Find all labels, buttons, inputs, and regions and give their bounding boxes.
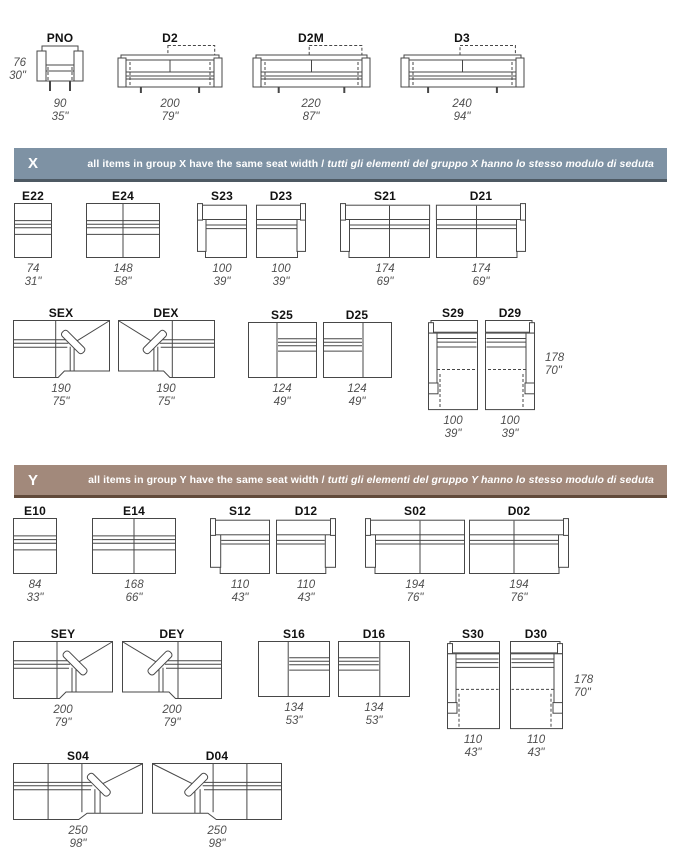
dim-cm: 200: [53, 704, 73, 716]
module-dimensions: [124, 579, 143, 605]
module-code: D2M: [298, 31, 324, 45]
module-cell-DEX: [101, 302, 231, 409]
module-code: S16: [283, 627, 305, 641]
module-cell-S04: [13, 745, 143, 851]
dim-in: 94": [453, 111, 471, 123]
module-code: D25: [345, 308, 369, 322]
dim-cm: 220: [301, 98, 321, 110]
dim-in: 39": [213, 276, 231, 288]
dim-in: 43": [527, 747, 545, 759]
module-diagram-corner-left: [118, 320, 215, 378]
dim-cm: 134: [364, 702, 384, 714]
module-dimensions: [25, 263, 42, 289]
depth-in: 70": [574, 687, 591, 699]
module-code: DEX: [153, 306, 179, 320]
module-code: D21: [469, 189, 493, 203]
dim-cm: 100: [443, 415, 463, 427]
module-dimensions: [113, 263, 132, 289]
module-dimensions: [301, 98, 320, 124]
depth-cm: 178: [574, 674, 594, 686]
dim-cm: 110: [296, 579, 316, 591]
dim-in: 49": [348, 396, 366, 408]
dim-in: 43": [464, 747, 482, 759]
module-code: S21: [374, 189, 396, 203]
module-code: E10: [24, 504, 46, 518]
module-code: S30: [462, 627, 484, 641]
module-code: SEX: [48, 306, 74, 320]
group-x-letter: X: [28, 155, 39, 172]
dim-cm: 100: [212, 263, 232, 275]
module-dimensions: [68, 825, 87, 851]
dim-in: 75": [157, 396, 175, 408]
module-code: D29: [498, 306, 522, 320]
module-code: E24: [112, 189, 134, 203]
dim-in: 87": [302, 111, 320, 123]
module-code: S29: [442, 306, 464, 320]
dim-cm: 90: [53, 98, 67, 110]
group-y-caption: [88, 474, 667, 486]
dim-cm: 200: [162, 704, 182, 716]
module-diagram-element-single: [14, 203, 52, 258]
dim-in: 79": [54, 717, 72, 729]
module-dimensions: [405, 579, 424, 605]
module-diagram-open-left: [323, 322, 392, 378]
module-code: PNO: [46, 31, 74, 45]
dim-in: 31": [24, 276, 42, 288]
module-dimensions: [471, 263, 490, 289]
dim-cm: 100: [271, 263, 291, 275]
dim-cm: 250: [68, 825, 88, 837]
module-dimensions: [364, 702, 383, 728]
module-dimensions: [51, 383, 70, 409]
dim-in: 76": [510, 592, 528, 604]
module-cell-D2: [105, 27, 235, 124]
module-dimensions: [53, 704, 72, 730]
module-dimensions: [509, 579, 528, 605]
group-y-letter: Y: [28, 471, 39, 489]
group-y-caption-en: all items in group Y have the same seat width /: [88, 474, 325, 486]
dim-in: 98": [208, 838, 226, 850]
module-dimensions: [375, 263, 394, 289]
group-x-banner: [14, 148, 667, 182]
module-cell-D2M: [246, 27, 376, 124]
module-code: D3: [454, 31, 470, 45]
dim-cm: 190: [51, 383, 71, 395]
dim-cm: 110: [526, 734, 546, 746]
dim-in: 58": [114, 276, 132, 288]
dim-in: 79": [163, 717, 181, 729]
dim-in: 43": [231, 592, 249, 604]
group-y-banner: [14, 465, 667, 498]
module-dimensions: [27, 579, 44, 605]
dim-cm: 100: [500, 415, 520, 427]
dim-cm: 190: [156, 383, 176, 395]
module-diagram-arm-right-double: [469, 518, 569, 574]
dim-cm: 240: [452, 98, 472, 110]
dim-cm: 124: [272, 383, 292, 395]
module-code: S12: [229, 504, 251, 518]
dim-cm: 134: [284, 702, 304, 714]
module-diagram-element-double: [92, 518, 176, 574]
dim-cm: 74: [26, 263, 40, 275]
dim-in: 39": [272, 276, 290, 288]
module-code: D12: [294, 504, 318, 518]
module-code: D16: [362, 627, 386, 641]
module-diagram-arm-right-single: [276, 518, 336, 574]
module-dimensions: [272, 383, 291, 409]
dim-cm: 168: [124, 579, 144, 591]
height-in: 30": [9, 70, 26, 82]
depth-cm: 178: [545, 352, 565, 364]
module-cell-D21: [416, 185, 546, 289]
module-diagram-chaise-right: [485, 320, 535, 410]
height-cm: 76: [13, 57, 26, 69]
dim-cm: 148: [113, 263, 133, 275]
module-diagram-chaise-right: [510, 641, 563, 729]
module-diagram-armchair-front: [37, 45, 83, 93]
module-dimensions: [207, 825, 226, 851]
module-cell-D29: [445, 302, 575, 441]
module-code: E14: [123, 504, 145, 518]
module-code: S23: [211, 189, 233, 203]
module-code: D23: [269, 189, 293, 203]
dim-in: 43": [297, 592, 315, 604]
module-diagram-arm-right-double: [436, 203, 526, 258]
group-y-caption-it: tutti gli elementi del gruppo Y hanno lo stesso modulo di seduta: [327, 474, 654, 486]
dim-in: 79": [161, 111, 179, 123]
module-dimensions: [527, 734, 545, 760]
dim-in: 35": [51, 111, 69, 123]
dim-in: 39": [501, 428, 519, 440]
dim-cm: 174: [471, 263, 491, 275]
dim-cm: 194: [405, 579, 425, 591]
module-dimensions: [452, 98, 471, 124]
module-diagram-sofa-front: [118, 45, 222, 93]
module-code: S25: [271, 308, 293, 322]
module-dimensions: [160, 98, 179, 124]
dim-cm: 250: [207, 825, 227, 837]
module-dimensions: [52, 98, 69, 124]
module-diagram-element-double: [86, 203, 160, 258]
dim-cm: 110: [463, 734, 483, 746]
module-diagram-arm-left-double: [365, 518, 465, 574]
module-cell-D3: [397, 27, 527, 124]
module-code: E22: [22, 189, 44, 203]
module-diagram-element-single: [13, 518, 57, 574]
module-cell-D04: [152, 745, 282, 851]
dim-in: 69": [376, 276, 394, 288]
dim-in: 66": [125, 592, 143, 604]
module-cell-DEY: [107, 623, 237, 730]
module-code: DEY: [159, 627, 185, 641]
module-diagram-open-left: [338, 641, 410, 697]
module-dimensions: [500, 415, 519, 441]
group-x-caption-it: tutti gli elementi del gruppo X hanno lo stesso modulo di seduta: [327, 157, 654, 170]
dim-cm: 174: [375, 263, 395, 275]
module-diagram-corner-right: [13, 320, 110, 378]
module-dimensions: [347, 383, 366, 409]
dim-in: 53": [365, 715, 383, 727]
module-cell-D30: [471, 623, 601, 760]
module-dimensions: [271, 263, 290, 289]
module-diagram-corner-right: [13, 641, 113, 699]
dim-in: 76": [406, 592, 424, 604]
module-dimensions: [156, 383, 175, 409]
dim-cm: 110: [230, 579, 250, 591]
group-x-caption: [87, 158, 667, 170]
module-code: D2: [162, 31, 178, 45]
module-diagram-corner-left: [122, 641, 222, 699]
group-x-caption-en: all items in group X have the same seat width /: [87, 157, 325, 170]
depth-in: 70": [545, 365, 562, 377]
module-dimensions: [162, 704, 181, 730]
module-diagram-sofa-front: [253, 45, 370, 93]
module-code: D04: [205, 749, 229, 763]
module-diagram-sofa-front: [401, 45, 524, 93]
module-dimensions: [297, 579, 315, 605]
module-code: SEY: [50, 627, 76, 641]
dim-in: 98": [69, 838, 87, 850]
dim-in: 53": [285, 715, 303, 727]
dim-in: 39": [444, 428, 462, 440]
dim-cm: 124: [347, 383, 367, 395]
module-code: S04: [67, 749, 89, 763]
module-cell-D02: [454, 500, 584, 605]
dim-in: 33": [26, 592, 44, 604]
module-code: D30: [524, 627, 548, 641]
module-code: S02: [404, 504, 426, 518]
module-diagram-corner-right-wide: [13, 763, 143, 820]
dim-in: 75": [52, 396, 70, 408]
module-diagram-arm-right-single: [256, 203, 306, 258]
module-code: D02: [507, 504, 531, 518]
module-diagram-corner-left-wide: [152, 763, 282, 820]
dim-cm: 194: [509, 579, 529, 591]
dim-cm: 84: [28, 579, 42, 591]
dim-cm: 200: [160, 98, 180, 110]
dim-in: 49": [273, 396, 291, 408]
module-dimensions: [284, 702, 303, 728]
dim-in: 69": [472, 276, 490, 288]
